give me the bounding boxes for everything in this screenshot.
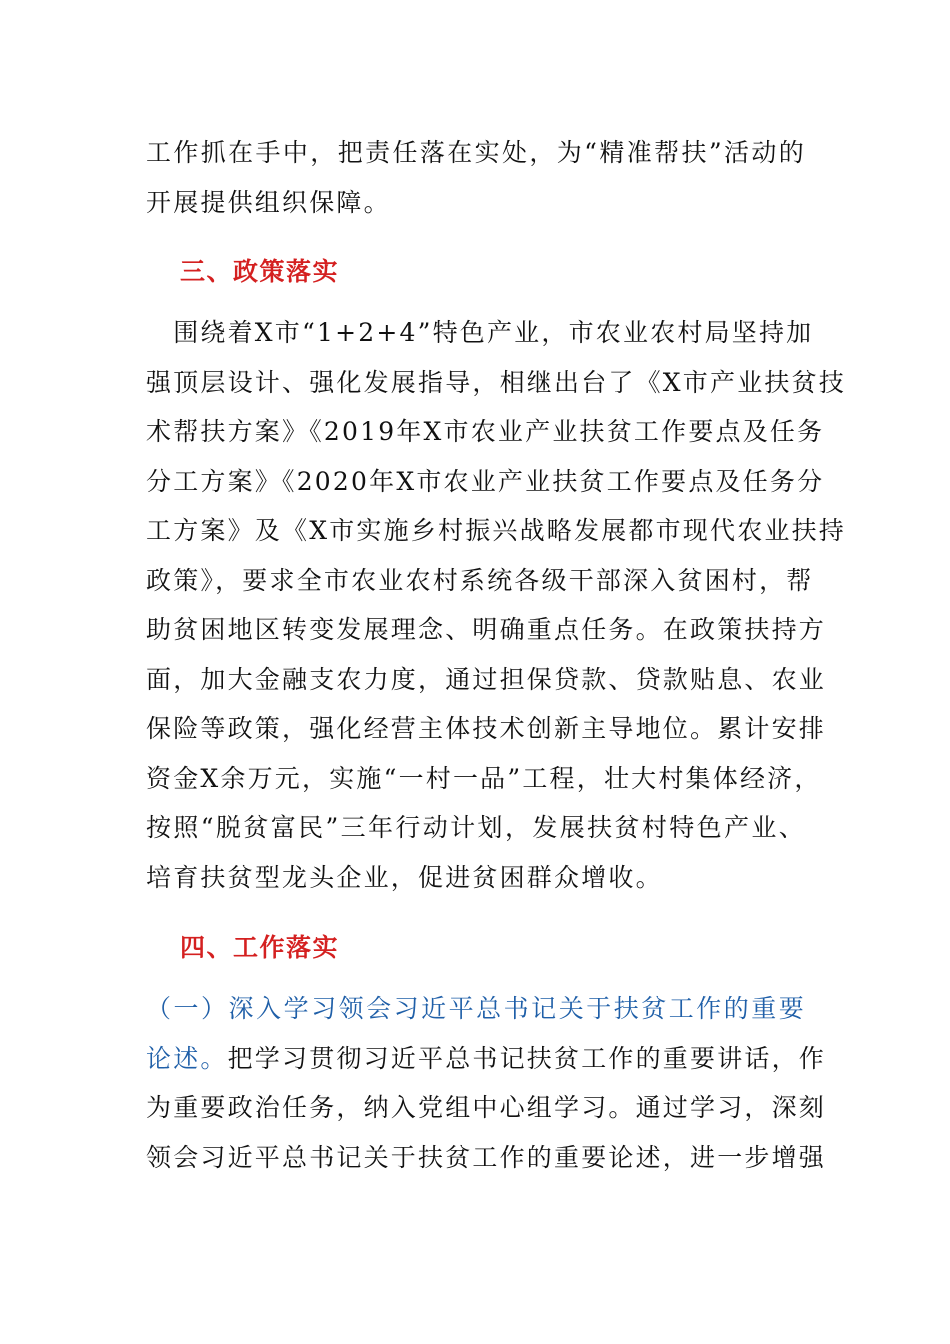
paragraph-line: 培育扶贫型龙头企业，促进贫困群众增收。: [146, 862, 663, 892]
section-heading-policy: 三、政策落实: [180, 257, 340, 286]
subheading-line: （一）深入学习领会习近平总书记关于扶贫工作的重要: [146, 994, 806, 1023]
paragraph-line: 助贫困地区转变发展理念、明确重点任务。在政策扶持方: [146, 615, 827, 644]
paragraph-line: 资金X余万元，实施“一村一品”工程，壮大村集体经济，: [146, 763, 822, 793]
paragraph-line: 为重要政治任务，纳入党组中心组学习。通过学习，深刻: [146, 1093, 827, 1122]
policy-paragraph: [146, 308, 847, 902]
paragraph-line: 按照“脱贫富民”三年行动计划，发展扶贫村特色产业、: [146, 813, 806, 842]
intro-paragraph: [146, 128, 806, 227]
paragraph-line: 工方案》及《X市实施乡村振兴战略发展都市现代农业扶持: [146, 516, 847, 545]
paragraph-line: 政策》，要求全市农业农村系统各级干部深入贫困村，帮: [146, 565, 814, 595]
paragraph-line: 分工方案》《2020年X市农业产业扶贫工作要点及任务分: [146, 466, 825, 496]
paragraph-line: [146, 1034, 827, 1084]
paragraph-line: 强顶层设计、强化发展指导，相继出台了《X市产业扶贫技: [146, 367, 847, 397]
work-paragraph: [146, 984, 827, 1182]
paragraph-line: 术帮扶方案》《2019年X市农业产业扶贫工作要点及任务: [146, 417, 825, 446]
paragraph-line: 保险等政策，强化经营主体技术创新主导地位。累计安排: [146, 714, 827, 743]
subheading-tail: 论述。: [146, 1043, 228, 1073]
paragraph-line: 开展提供组织保障。: [146, 187, 391, 217]
section-heading-work: 四、工作落实: [180, 933, 340, 962]
paragraph-line: 领会习近平总书记关于扶贫工作的重要论述，进一步增强: [146, 1142, 827, 1172]
paragraph-line: 面，加大金融支农力度，通过担保贷款、贷款贴息、农业: [146, 664, 827, 694]
paragraph-line: 围绕着X市“1+2+4”特色产业，市农业农村局坚持加: [146, 318, 814, 347]
paragraph-text: 把学习贯彻习近平总书记扶贫工作的重要讲话，作: [227, 1043, 827, 1073]
paragraph-line: 工作抓在手中，把责任落在实处，为“精准帮扶”活动的: [146, 138, 806, 167]
